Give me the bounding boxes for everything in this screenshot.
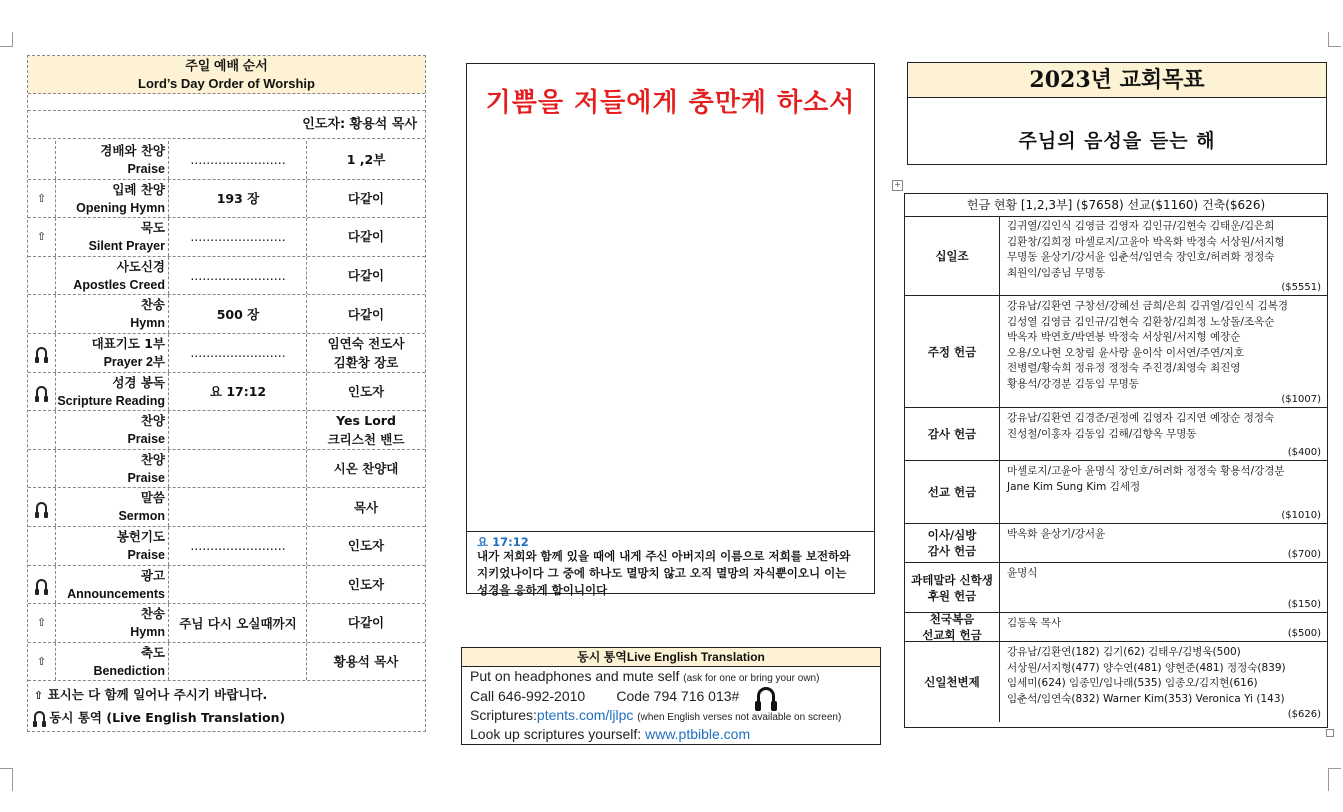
offering-row [905, 408, 1327, 461]
headphones-icon [34, 711, 45, 722]
row-title [56, 141, 169, 179]
offering-names: 강유남/김환연(182) 김기(62) 김태우/김병욱(500) 서상원/서지형(477) 양수연(481) 양현준(481) 정정숙(839) 임세미(624) 임종민/임나래(535) 임종오/김지현(616) 임춘석/임연숙(832) Warner Kim(353) Veronica Yi (143) [1007, 646, 1286, 705]
row-icon-cell [28, 566, 56, 604]
note-translation-text: 동시 통역 (Live English Translation) [49, 710, 286, 725]
row-leader: 목사 [353, 499, 379, 515]
goal-year: 2023년 교회목표 [908, 63, 1326, 98]
row-leader: 1 ,2부 [346, 152, 386, 168]
row-icon-cell [28, 257, 56, 295]
row-icon-cell [28, 218, 56, 256]
row-title-en: Praise [127, 470, 165, 485]
translation-instruction: Put on headphones and mute self (ask for one or bring your own) [470, 668, 820, 684]
row-title-en: Apostles Creed [73, 277, 165, 292]
crop-mark-top-left [0, 32, 13, 47]
row-title-ko: 찬송 [140, 297, 165, 313]
offering-label: 주정 헌금 [905, 296, 1000, 407]
row-detail [170, 566, 307, 604]
offering-amount: ($626) [1287, 709, 1321, 720]
row-title [56, 450, 169, 488]
goal-theme: 주님의 음성을 듣는 해 [1018, 130, 1216, 152]
stand-icon: ⇧ [36, 616, 47, 630]
row-leader: 인도자 [347, 576, 385, 592]
row-title-en: Scripture Reading [57, 393, 165, 408]
row-title [56, 566, 169, 604]
row-detail: ........................ [170, 218, 307, 256]
translation-lookup: Look up scriptures yourself: www.ptbible.com [470, 726, 751, 742]
verse-text [477, 548, 862, 599]
row-leader: 다같이 [347, 229, 385, 245]
crop-mark-top-right [1328, 32, 1341, 47]
row-title-en: Praise [127, 432, 165, 447]
row-title-ko: 묵도 [140, 220, 165, 236]
row-title [56, 334, 169, 372]
offering-amount: ($500) [1287, 628, 1321, 639]
ptbible-link[interactable]: www.ptbible.com [645, 726, 751, 742]
note-stand [34, 684, 285, 707]
verse-divider [467, 531, 874, 532]
row-title-en: Sermon [118, 509, 165, 524]
row-leader: 다같이 [347, 190, 385, 206]
row-icon-cell [28, 141, 56, 179]
row-title-en: Hymn [130, 625, 165, 640]
theme-title: 기쁨을 저들에게 충만케 하소서 [485, 88, 856, 118]
table-resize-handle[interactable] [1326, 729, 1334, 737]
offering-names: 김동욱 목사 [1007, 617, 1062, 629]
worship-row [28, 218, 425, 257]
row-title-en: Benediction [93, 663, 165, 678]
offering-names: 강유남/김환연 구창선/강혜선 금희/은희 김귀열/김인식 김복경 김성열 김영금 김인규/김현숙 김환창/김희정 노상돌/조옥순 박옥자 박연호/박연봉 박정숙 서상원/서지형 예장순 오용/오나현 오창림 윤사랑 윤이삭 이서연/주연/지호 전병렬/황숙희 정유정 정정숙 주진경/최영숙 최진영 황용석/강경분 김동임 무명동 [1007, 300, 1289, 390]
offering-row [905, 461, 1327, 524]
worship-row [28, 566, 425, 605]
offering-row [905, 563, 1327, 613]
worship-row [28, 450, 425, 489]
row-leader: 다같이 [347, 268, 385, 284]
verse-reference: 요 17:12 [477, 535, 529, 549]
worship-row [28, 643, 425, 682]
offering-names: 김귀열/김인식 김영금 김영자 김인규/김현숙 김태운/김은희 김환창/김희정 마셀로지/고윤아 박옥화 박정숙 서상원/서지형 무명동 윤상기/강서윤 임춘석/임연숙 장인호/허려화 정정숙 최원익/임종님 무명동 [1007, 220, 1285, 279]
translation-scriptures: Scriptures:ptents.com/ljlpc (when English verses not available on screen) [470, 707, 842, 723]
church-goal-box [907, 62, 1327, 165]
offering-label: 이사/심방 감사 헌금 [905, 524, 1000, 562]
crop-mark-bottom-right [1328, 768, 1341, 791]
row-title-ko: 사도신경 [116, 258, 165, 274]
row-title [56, 527, 169, 565]
worship-row [28, 334, 425, 373]
note-translation [34, 707, 285, 729]
scriptures-link[interactable]: ptents.com/ljlpc [536, 707, 634, 723]
table-move-handle[interactable]: + [892, 180, 903, 191]
row-detail [170, 411, 307, 449]
offering-label: 천국복음 선교회 헌금 [905, 613, 1000, 641]
headphones-icon [757, 687, 775, 703]
worship-row [28, 604, 425, 643]
row-icon-cell [28, 334, 56, 372]
row-detail: 193 장 [170, 180, 307, 218]
row-detail: 500 장 [170, 295, 307, 333]
verse-line: 지키었나이다 그 중에 하나도 멸망치 않고 오직 멸망의 자식뿐이오니 이는 [477, 566, 847, 580]
worship-row [28, 527, 425, 566]
order-title-ko: 주일 예배 순서 [185, 58, 268, 73]
row-title [56, 218, 169, 256]
translation-call [470, 687, 775, 704]
row-icon-cell [28, 604, 56, 642]
row-title-ko: 말씀 [140, 490, 165, 506]
blank-row [28, 94, 425, 111]
row-icon-cell [28, 373, 56, 411]
call-number: Call 646-992-2010 [470, 688, 586, 704]
offering-label: 십일조 [905, 216, 1000, 295]
offering-row [905, 613, 1327, 642]
row-icon-cell [28, 450, 56, 488]
worship-row [28, 295, 425, 334]
order-footer [34, 684, 285, 729]
translation-header: 동시 통역Live English Translation [462, 648, 880, 667]
row-title [56, 257, 169, 295]
order-header [28, 56, 425, 94]
stand-icon: ⇧ [36, 655, 47, 669]
row-title-ko: 입례 찬양 [112, 181, 165, 197]
worship-row [28, 257, 425, 296]
row-icon-cell [28, 527, 56, 565]
offering-names: 윤명식 [1007, 567, 1038, 579]
offering-row [905, 524, 1327, 563]
order-of-worship-table [27, 55, 426, 732]
row-detail [170, 488, 307, 526]
row-title-en: Opening Hymn [76, 200, 165, 215]
row-title-en: Silent Prayer [88, 239, 165, 254]
crop-mark-bottom-left [0, 768, 13, 791]
order-title-en: Lord’s Day Order of Worship [138, 76, 315, 91]
offering-row [905, 296, 1327, 408]
stand-icon: ⇧ [36, 230, 47, 244]
row-title [56, 643, 169, 681]
headphones-icon [36, 502, 47, 513]
offering-amount: ($700) [1287, 549, 1321, 560]
theme-verse-box [466, 63, 875, 597]
row-icon-cell [28, 643, 56, 681]
row-leader: 시온 찬양대 [333, 461, 399, 477]
row-title-en: Hymn [130, 316, 165, 331]
call-code: Code 794 716 013# [616, 688, 740, 704]
offering-table [904, 193, 1328, 728]
row-title-ko: 성경 봉독 [112, 374, 165, 390]
worship-row [28, 141, 425, 180]
offering-row [905, 216, 1327, 296]
offering-amount: ($5551) [1281, 282, 1321, 293]
row-detail [170, 643, 307, 681]
row-title-en: Prayer 2부 [103, 355, 165, 369]
row-icon-cell [28, 411, 56, 449]
offering-label: 선교 헌금 [905, 461, 1000, 523]
translation-box [461, 647, 881, 745]
row-title-ko: 찬양 [140, 413, 165, 429]
offering-amount: ($400) [1287, 447, 1321, 458]
row-detail: ........................ [170, 141, 307, 179]
stand-icon: ⇧ [36, 191, 47, 205]
offering-names: 마셀로지/고윤아 윤명식 장인호/허려화 정정숙 황용석/강경분 Jane Kim Sung Kim 김세정 [1007, 465, 1285, 493]
worship-row [28, 411, 425, 450]
row-icon-cell [28, 180, 56, 218]
offering-names: 강유남/김환연 김경준/권정예 김영자 김지연 예장순 정정숙 진성철/이홍자 김동임 김해/김향옥 무명동 [1007, 412, 1275, 440]
row-title-ko: 경배와 찬양 [100, 143, 165, 158]
row-title [56, 411, 169, 449]
offering-amount: ($1010) [1281, 510, 1321, 521]
headphones-icon [36, 347, 47, 358]
row-leader: Yes Lord 크리스천 밴드 [327, 412, 405, 447]
row-title-en: Praise [127, 162, 165, 176]
headphones-icon [36, 386, 47, 397]
row-leader: 인도자 [347, 383, 385, 399]
row-leader: 인도자 [347, 538, 385, 554]
row-title-en: Announcements [67, 586, 165, 601]
verse-line: 내가 저희와 함께 있을 때에 내게 주신 아버지의 이름으로 저희를 보전하와 [477, 549, 851, 563]
headphones-icon [36, 579, 47, 590]
row-title-ko: 찬양 [140, 451, 165, 467]
row-leader: 다같이 [347, 306, 385, 322]
offering-amount: ($150) [1287, 599, 1321, 610]
verse-line: 성경을 응하게 함이니이다 [477, 583, 608, 597]
row-detail: 주님 다시 오실때까지 [170, 604, 307, 642]
row-detail: 요 17:12 [170, 373, 307, 411]
row-title-ko: 찬송 [140, 606, 165, 622]
row-detail: ........................ [170, 527, 307, 565]
row-icon-cell [28, 295, 56, 333]
row-leader: 임연숙 전도사 김환창 장로 [327, 335, 405, 370]
worship-row [28, 373, 425, 412]
note-stand-text: 표시는 다 함께 일어나 주시기 바랍니다. [47, 687, 268, 702]
row-title [56, 604, 169, 642]
row-leader: 다같이 [347, 615, 385, 631]
row-icon-cell [28, 488, 56, 526]
row-title-ko: 봉헌기도 [116, 529, 165, 544]
worship-row [28, 488, 425, 527]
offering-label: 감사 헌금 [905, 408, 1000, 460]
row-detail: ........................ [170, 334, 307, 372]
row-title-ko: 대표기도 1부 [91, 336, 165, 351]
worship-row [28, 180, 425, 219]
leader-label: 인도자: 황용석 목사 [28, 111, 425, 139]
row-title-ko: 축도 [140, 644, 165, 660]
row-title-en: Praise [127, 548, 165, 562]
row-title [56, 488, 169, 526]
row-title [56, 295, 169, 333]
row-detail: ........................ [170, 257, 307, 295]
row-title-ko: 광고 [140, 567, 165, 583]
row-detail [170, 450, 307, 488]
offering-label: 과테말라 신학생 후원 헌금 [905, 563, 1000, 612]
offering-label: 신일천변제 [905, 642, 1000, 722]
row-title [56, 373, 169, 411]
offering-header: 헌금 현황 [1,2,3부] ($7658) 선교($1160) 건축($626) [905, 194, 1327, 217]
row-leader: 황용석 목사 [333, 654, 399, 670]
stand-icon: ⇧ [34, 689, 44, 702]
row-title [56, 180, 169, 218]
offering-row [905, 642, 1327, 722]
offering-names: 박옥화 윤상기/강서윤 [1007, 528, 1106, 540]
offering-amount: ($1007) [1281, 394, 1321, 405]
